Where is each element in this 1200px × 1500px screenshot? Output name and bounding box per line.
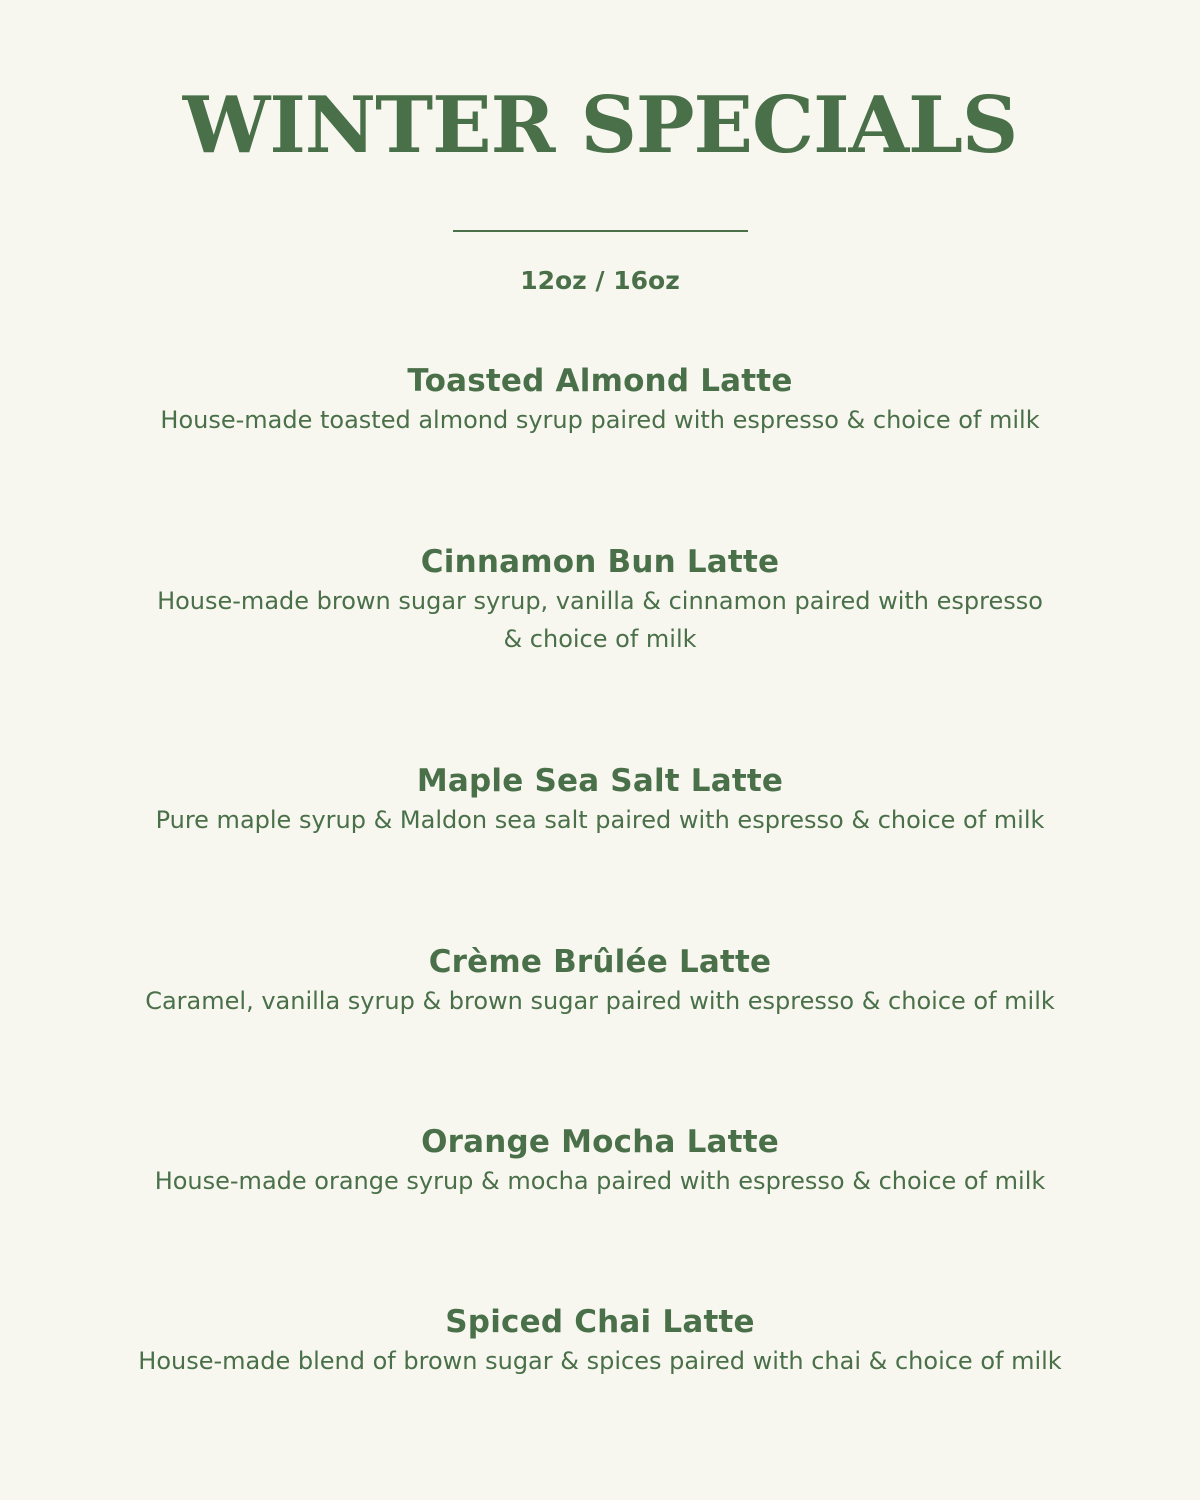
- menu-item-cinnamon-bun-latte: [100, 542, 1100, 658]
- menu-item-toasted-almond-latte: [100, 361, 1100, 439]
- menu-item-description: Caramel, vanilla syrup & brown sugar paired with espresso & choice of milk: [145, 987, 1055, 1015]
- title-divider: [453, 230, 748, 232]
- menu-item-spiced-chai-latte: [100, 1302, 1100, 1380]
- menu-item-name: Cinnamon Bun Latte: [420, 544, 780, 580]
- menu-title: WINTER SPECIALS: [182, 80, 1018, 171]
- menu-item-orange-mocha-latte: [100, 1122, 1100, 1200]
- menu-item-name: Maple Sea Salt Latte: [416, 763, 784, 799]
- menu-item-description: House-made toasted almond syrup paired with espresso & choice of milk: [160, 406, 1040, 434]
- menu-item-description: House-made orange syrup & mocha paired with espresso & choice of milk: [154, 1167, 1046, 1195]
- menu-item-name: Toasted Almond Latte: [407, 363, 793, 399]
- menu-item-creme-brulee-latte: [100, 942, 1100, 1020]
- menu-item-description: House-made blend of brown sugar & spices paired with chai & choice of milk: [138, 1347, 1062, 1375]
- menu-item-maple-sea-salt-latte: [100, 761, 1100, 839]
- menu-item-name: Orange Mocha Latte: [421, 1124, 779, 1160]
- menu-item-name: Crème Brûlée Latte: [428, 944, 772, 980]
- menu-item-name: Spiced Chai Latte: [445, 1304, 755, 1340]
- menu-item-description: Pure maple syrup & Maldon sea salt paired with espresso & choice of milk: [155, 806, 1045, 834]
- menu-item-description: House-made brown sugar syrup, vanilla & cinnamon paired with espresso & choice of milk: [157, 587, 1043, 653]
- cup-sizes: 12oz / 16oz: [520, 266, 680, 295]
